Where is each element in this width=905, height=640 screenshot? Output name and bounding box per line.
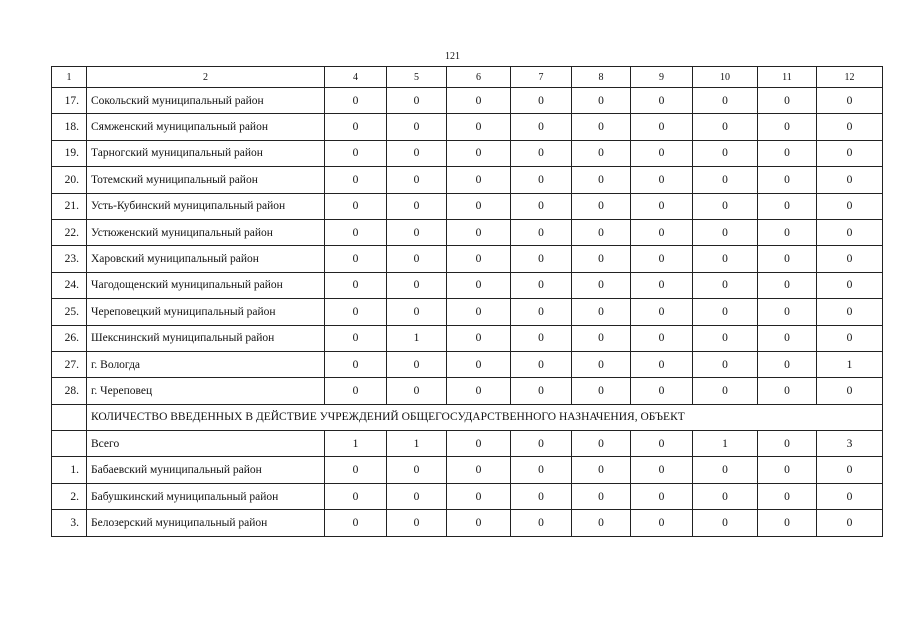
value-cell: 0 — [572, 431, 631, 457]
value-cell: 0 — [387, 88, 447, 114]
value-cell: 0 — [447, 167, 511, 193]
value-cell: 0 — [325, 325, 387, 351]
table-row — [52, 431, 883, 457]
value-cell: 0 — [511, 88, 572, 114]
value-cell: 0 — [511, 483, 572, 509]
value-cell: 0 — [758, 431, 817, 457]
district-name: Чагодощенский муниципальный район — [87, 272, 325, 298]
value-cell: 0 — [817, 140, 883, 166]
value-cell: 0 — [447, 140, 511, 166]
value-cell: 0 — [631, 167, 693, 193]
district-name: Всего — [87, 431, 325, 457]
value-cell: 0 — [758, 351, 817, 377]
value-cell: 0 — [387, 510, 447, 536]
value-cell: 0 — [693, 193, 758, 219]
value-cell: 0 — [387, 351, 447, 377]
row-number: 21. — [52, 193, 87, 219]
district-name: г. Череповец — [87, 378, 325, 404]
column-header: 5 — [387, 67, 447, 88]
column-header: 6 — [447, 67, 511, 88]
value-cell: 0 — [817, 272, 883, 298]
value-cell: 0 — [447, 246, 511, 272]
value-cell: 0 — [511, 246, 572, 272]
value-cell: 0 — [511, 219, 572, 245]
value-cell: 0 — [817, 510, 883, 536]
district-name: Сокольский муниципальный район — [87, 88, 325, 114]
value-cell: 0 — [325, 510, 387, 536]
table-row — [52, 325, 883, 351]
value-cell: 0 — [693, 457, 758, 483]
table-row — [52, 114, 883, 140]
value-cell: 0 — [511, 457, 572, 483]
column-header: 4 — [325, 67, 387, 88]
value-cell: 0 — [511, 431, 572, 457]
value-cell: 0 — [447, 431, 511, 457]
value-cell: 0 — [631, 483, 693, 509]
value-cell: 0 — [631, 272, 693, 298]
district-name: Усть-Кубинский муниципальный район — [87, 193, 325, 219]
value-cell: 0 — [325, 272, 387, 298]
value-cell: 0 — [387, 140, 447, 166]
district-name: Череповецкий муниципальный район — [87, 299, 325, 325]
value-cell: 0 — [817, 457, 883, 483]
value-cell: 0 — [631, 351, 693, 377]
value-cell: 0 — [387, 299, 447, 325]
value-cell: 0 — [693, 325, 758, 351]
value-cell: 0 — [511, 272, 572, 298]
value-cell: 1 — [387, 431, 447, 457]
value-cell: 0 — [511, 325, 572, 351]
row-number: 19. — [52, 140, 87, 166]
value-cell: 0 — [693, 351, 758, 377]
value-cell: 0 — [758, 272, 817, 298]
value-cell: 0 — [758, 457, 817, 483]
value-cell: 0 — [447, 88, 511, 114]
value-cell: 0 — [572, 246, 631, 272]
value-cell: 0 — [631, 299, 693, 325]
value-cell: 0 — [387, 378, 447, 404]
value-cell: 0 — [631, 378, 693, 404]
value-cell: 0 — [572, 88, 631, 114]
value-cell: 0 — [572, 457, 631, 483]
row-number: 26. — [52, 325, 87, 351]
value-cell: 0 — [325, 457, 387, 483]
value-cell: 0 — [572, 140, 631, 166]
value-cell: 0 — [447, 193, 511, 219]
district-name: Тотемский муниципальный район — [87, 167, 325, 193]
value-cell: 0 — [387, 272, 447, 298]
table-row — [52, 483, 883, 509]
value-cell: 0 — [631, 510, 693, 536]
row-number — [52, 431, 87, 457]
value-cell: 0 — [325, 351, 387, 377]
value-cell: 0 — [631, 325, 693, 351]
district-name: Харовский муниципальный район — [87, 246, 325, 272]
value-cell: 0 — [325, 140, 387, 166]
row-number: 27. — [52, 351, 87, 377]
value-cell: 0 — [817, 325, 883, 351]
table-row — [52, 299, 883, 325]
value-cell: 0 — [693, 140, 758, 166]
value-cell: 0 — [325, 88, 387, 114]
section-row — [52, 404, 883, 430]
value-cell: 0 — [693, 219, 758, 245]
district-name: Бабаевский муниципальный район — [87, 457, 325, 483]
column-header: 10 — [693, 67, 758, 88]
value-cell: 0 — [758, 299, 817, 325]
value-cell: 0 — [325, 483, 387, 509]
value-cell: 0 — [572, 299, 631, 325]
table-row — [52, 351, 883, 377]
value-cell: 0 — [693, 246, 758, 272]
value-cell: 0 — [447, 114, 511, 140]
value-cell: 3 — [817, 431, 883, 457]
value-cell: 0 — [572, 325, 631, 351]
column-header: 8 — [572, 67, 631, 88]
row-number: 20. — [52, 167, 87, 193]
column-header: 7 — [511, 67, 572, 88]
value-cell: 0 — [387, 457, 447, 483]
value-cell: 0 — [817, 246, 883, 272]
value-cell: 0 — [631, 114, 693, 140]
value-cell: 0 — [631, 88, 693, 114]
value-cell: 0 — [817, 193, 883, 219]
value-cell: 0 — [817, 483, 883, 509]
value-cell: 0 — [693, 378, 758, 404]
value-cell: 0 — [387, 114, 447, 140]
value-cell: 0 — [511, 193, 572, 219]
table-row — [52, 88, 883, 114]
value-cell: 0 — [511, 510, 572, 536]
value-cell: 0 — [693, 299, 758, 325]
value-cell: 0 — [572, 167, 631, 193]
value-cell: 0 — [447, 510, 511, 536]
value-cell: 0 — [758, 219, 817, 245]
value-cell: 0 — [325, 114, 387, 140]
table-row — [52, 140, 883, 166]
row-number: 22. — [52, 219, 87, 245]
table-row — [52, 167, 883, 193]
district-name: Устюженский муниципальный район — [87, 219, 325, 245]
value-cell: 1 — [817, 351, 883, 377]
row-number: 17. — [52, 88, 87, 114]
value-cell: 0 — [631, 219, 693, 245]
section-title: КОЛИЧЕСТВО ВВЕДЕННЫХ В ДЕЙСТВИЕ УЧРЕЖДЕНИЙ ОБЩЕГОСУДАРСТВЕННОГО НАЗНАЧЕНИЯ, ОБЪЕКТ — [87, 404, 883, 430]
value-cell: 0 — [817, 299, 883, 325]
value-cell: 0 — [447, 457, 511, 483]
value-cell: 0 — [817, 378, 883, 404]
value-cell: 0 — [511, 140, 572, 166]
value-cell: 0 — [631, 246, 693, 272]
value-cell: 0 — [447, 351, 511, 377]
district-name: Тарногский муниципальный район — [87, 140, 325, 166]
value-cell: 0 — [572, 378, 631, 404]
table-body — [52, 67, 883, 537]
column-header: 11 — [758, 67, 817, 88]
row-number: 23. — [52, 246, 87, 272]
table-row — [52, 272, 883, 298]
row-number: 1. — [52, 457, 87, 483]
value-cell: 0 — [758, 114, 817, 140]
value-cell: 0 — [631, 193, 693, 219]
value-cell: 1 — [693, 431, 758, 457]
value-cell: 0 — [387, 167, 447, 193]
value-cell: 0 — [693, 483, 758, 509]
table-row — [52, 246, 883, 272]
value-cell: 0 — [572, 483, 631, 509]
district-name: Бабушкинский муниципальный район — [87, 483, 325, 509]
value-cell: 0 — [758, 140, 817, 166]
statistics-table — [51, 66, 883, 537]
value-cell: 0 — [325, 193, 387, 219]
value-cell: 0 — [572, 272, 631, 298]
row-number: 2. — [52, 483, 87, 509]
value-cell: 1 — [325, 431, 387, 457]
value-cell: 0 — [758, 167, 817, 193]
value-cell: 0 — [511, 378, 572, 404]
column-header: 1 — [52, 67, 87, 88]
value-cell: 0 — [511, 351, 572, 377]
value-cell: 0 — [387, 219, 447, 245]
section-number-cell — [52, 404, 87, 430]
value-cell: 0 — [387, 193, 447, 219]
value-cell: 0 — [447, 378, 511, 404]
value-cell: 0 — [817, 167, 883, 193]
value-cell: 0 — [693, 510, 758, 536]
value-cell: 0 — [447, 483, 511, 509]
value-cell: 0 — [325, 219, 387, 245]
value-cell: 0 — [572, 510, 631, 536]
row-number: 28. — [52, 378, 87, 404]
row-number: 24. — [52, 272, 87, 298]
value-cell: 0 — [572, 219, 631, 245]
row-number: 25. — [52, 299, 87, 325]
district-name: Шекснинский муниципальный район — [87, 325, 325, 351]
value-cell: 0 — [758, 88, 817, 114]
value-cell: 0 — [693, 272, 758, 298]
value-cell: 0 — [447, 219, 511, 245]
table-row — [52, 193, 883, 219]
value-cell: 0 — [447, 325, 511, 351]
value-cell: 0 — [758, 246, 817, 272]
column-number-header-row — [52, 67, 883, 88]
value-cell: 0 — [817, 88, 883, 114]
table-row — [52, 510, 883, 536]
table-row — [52, 378, 883, 404]
value-cell: 0 — [758, 483, 817, 509]
value-cell: 0 — [572, 351, 631, 377]
value-cell: 0 — [758, 325, 817, 351]
value-cell: 0 — [758, 193, 817, 219]
value-cell: 0 — [325, 167, 387, 193]
value-cell: 0 — [387, 246, 447, 272]
column-header: 9 — [631, 67, 693, 88]
row-number: 18. — [52, 114, 87, 140]
value-cell: 0 — [387, 483, 447, 509]
table-row — [52, 457, 883, 483]
column-header: 12 — [817, 67, 883, 88]
value-cell: 0 — [817, 114, 883, 140]
page-number: 121 — [445, 51, 460, 62]
value-cell: 0 — [631, 431, 693, 457]
value-cell: 0 — [693, 167, 758, 193]
value-cell: 0 — [511, 299, 572, 325]
value-cell: 0 — [447, 272, 511, 298]
district-name: Сямженский муниципальный район — [87, 114, 325, 140]
value-cell: 0 — [325, 299, 387, 325]
value-cell: 0 — [511, 167, 572, 193]
row-number: 3. — [52, 510, 87, 536]
value-cell: 1 — [387, 325, 447, 351]
value-cell: 0 — [758, 378, 817, 404]
column-header: 2 — [87, 67, 325, 88]
value-cell: 0 — [447, 299, 511, 325]
value-cell: 0 — [325, 378, 387, 404]
table-row — [52, 219, 883, 245]
value-cell: 0 — [631, 457, 693, 483]
value-cell: 0 — [325, 246, 387, 272]
value-cell: 0 — [817, 219, 883, 245]
district-name: г. Вологда — [87, 351, 325, 377]
value-cell: 0 — [631, 140, 693, 166]
value-cell: 0 — [693, 114, 758, 140]
value-cell: 0 — [511, 114, 572, 140]
value-cell: 0 — [572, 114, 631, 140]
value-cell: 0 — [758, 510, 817, 536]
value-cell: 0 — [572, 193, 631, 219]
district-name: Белозерский муниципальный район — [87, 510, 325, 536]
value-cell: 0 — [693, 88, 758, 114]
